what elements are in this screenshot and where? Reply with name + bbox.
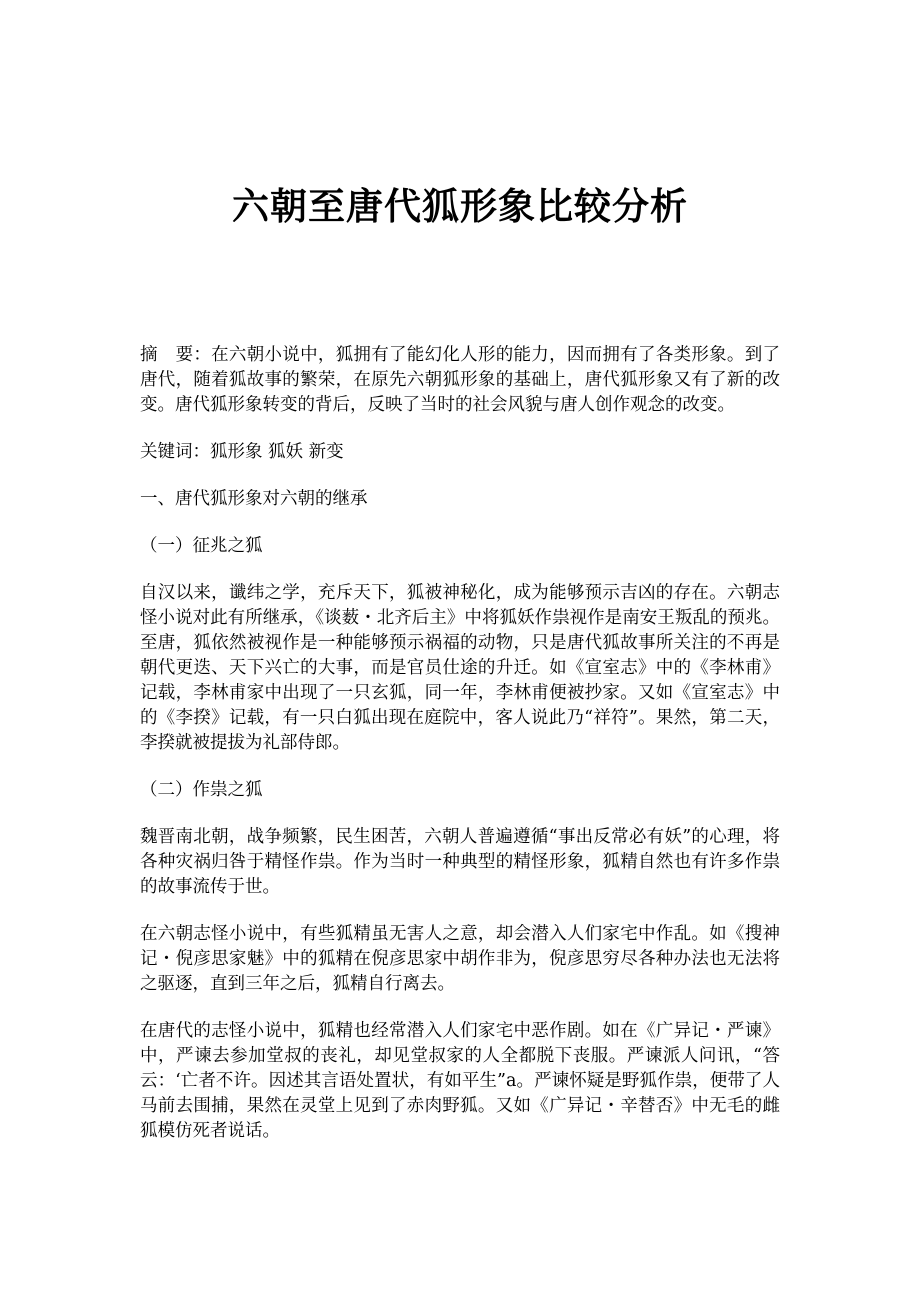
document-title: 六朝至唐代狐形象比较分析: [232, 185, 688, 228]
subsection-heading: （二）作祟之狐: [140, 780, 263, 800]
body-paragraph: 魏晋南北朝，战争频繁，民生困苦，六朝人普遍遵循“事出反常必有妖”的心理，将各种灾祸归咎于精怪作祟。作为当时一种典型的精怪形象，狐精自然也有许多作祟的故事流传于世。: [140, 827, 780, 897]
body-paragraph: 在六朝志怪小说中，有些狐精虽无害人之意，却会潜入人们家宅中作乱。如《搜神记・倪彦思家魅》中的狐精在倪彦思家中胡作非为，倪彦思穷尽各种办法也无法将之驱逐，直到三年之后，狐精自行离去。: [140, 924, 780, 994]
abstract-paragraph: 摘 要：在六朝小说中，狐拥有了能幻化人形的能力，因而拥有了各类形象。到了唐代，随着狐故事的繁荣，在原先六朝狐形象的基础上，唐代狐形象又有了新的改变。唐代狐形象转变的背后，反映了当时的社会风貌与唐人创作观念的改变。: [140, 345, 780, 415]
body-paragraph: 自汉以来，谶纬之学，充斥天下，狐被神秘化，成为能够预示吉凶的存在。六朝志怪小说对此有所继承，《谈薮・北齐后主》中将狐妖作祟视作是南安王叛乱的预兆。至唐，狐依然被视作是一种能够预示祸福的动物，只是唐代狐故事所关注的不再是朝代更迭、天下兴亡的大事，而是官员仕途的升迁。如《宣室志》中的《李林甫》记载，李林甫家中出现了一只玄狐，同一年，李林甫便被抄家。又如《宣室志》中的《李揆》记载，有一只白狐出现在庭院中，客人说此乃“祥符”。果然，第二天，李揆就被提拔为礼部侍郎。: [140, 583, 780, 753]
subsection-heading: （一）征兆之狐: [140, 536, 263, 556]
keywords-line: 关键词：狐形象 狐妖 新变: [140, 442, 344, 462]
body-paragraph: 在唐代的志怪小说中，狐精也经常潜入人们家宅中恶作剧。如在《广异记・严谏》中，严谏去参加堂叔的丧礼，却见堂叔家的人全都脱下丧服。严谏派人问讯，“答云：‘亡者不许。因述其言语处置状，有如平生”a。严谏怀疑是野狐作祟，便带了人马前去围捕，果然在灵堂上见到了赤肉野狐。又如《广异记・辛替否》中无毛的雌狐模仿死者说话。: [140, 1021, 780, 1141]
section-heading: 一、唐代狐形象对六朝的继承: [140, 489, 368, 509]
document-body: [140, 343, 780, 1166]
